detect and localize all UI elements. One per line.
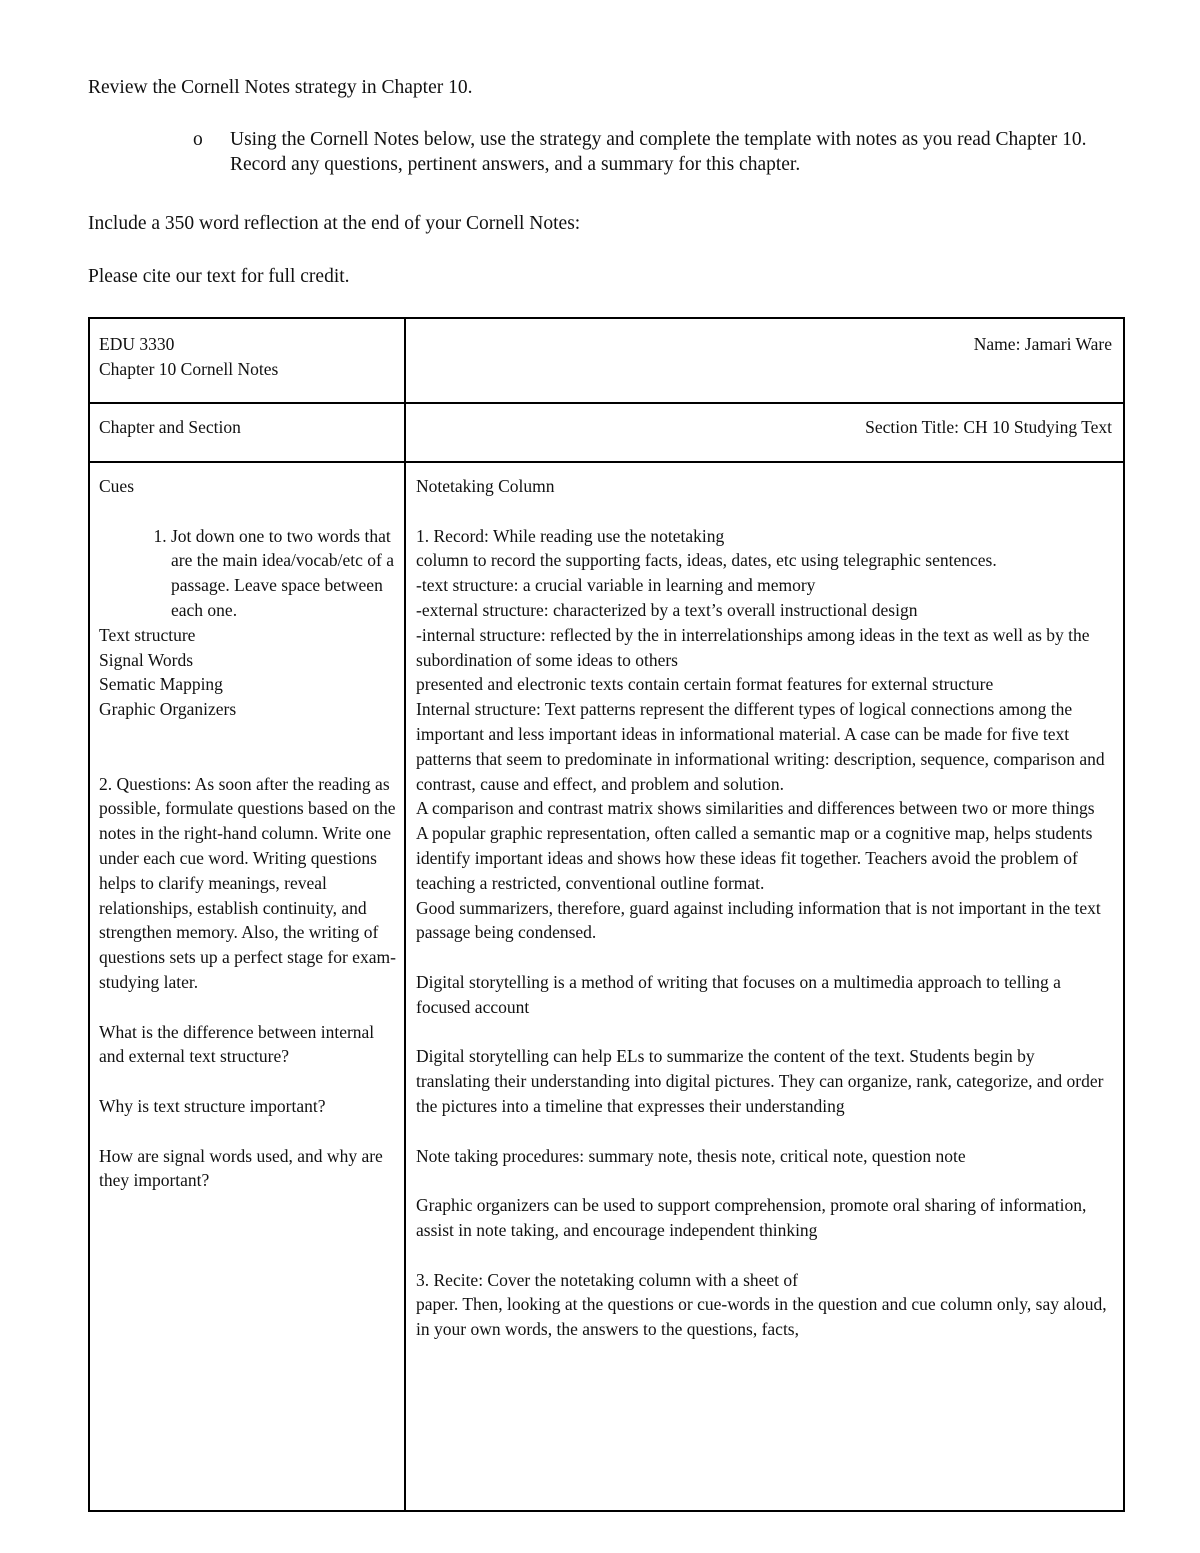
notes-row [89, 462, 1124, 1511]
cue-question: What is the difference between internal and external text structure? [99, 1021, 375, 1067]
cues-heading: Cues [99, 476, 134, 496]
note-recite-line: paper. Then, looking at the questions or cue-words in the question and cue column only, say aloud, in your own words, the answers to the questions, facts, [416, 1294, 1107, 1340]
note-paragraph: Good summarizers, therefore, guard against including information that is not important in the text passage being condensed. [416, 897, 1101, 943]
note-record-line: 1. Record: While reading use the notetaking [416, 525, 725, 546]
note-paragraph: Note taking procedures: summary note, thesis note, critical note, question note [416, 1145, 966, 1166]
note-paragraph: -external structure: characterized by a text’s overall instructional design [416, 599, 918, 620]
name-cell [405, 318, 1124, 403]
cue-steps-list [99, 524, 396, 623]
notes-title: Chapter 10 Cornell Notes [99, 358, 279, 379]
chapter-section-cell [89, 403, 405, 462]
cue-term: Signal Words [99, 649, 194, 670]
cornell-notes-table [88, 317, 1125, 1512]
chapter-section-label: Chapter and Section [99, 417, 241, 437]
note-paragraph: Internal structure: Text patterns represent the different types of logical connections among the important and less important ideas in informational material. A case can be made for five text patterns that seem to predominate in informational writing: description, sequence, comparison and contrast, cause and effect, and problem and solution. [416, 699, 1105, 794]
bullet-marker: o [193, 129, 203, 150]
notetaking-column [405, 462, 1124, 1511]
note-paragraph: -text structure: a crucial variable in learning and memory [416, 575, 816, 596]
note-paragraph: presented and electronic texts contain certain format features for external structure [416, 674, 994, 695]
note-paragraph: A comparison and contrast matrix shows similarities and differences between two or more things [416, 798, 1095, 819]
note-paragraph: Digital storytelling can help ELs to summarize the content of the text. Students begin by translating their understanding into digital pictures. They can organize, rank, categorize, and order the pictures into a timeline that expresses their understanding [416, 1046, 1104, 1116]
course-cell [89, 318, 405, 403]
notes-heading: Notetaking Column [416, 476, 555, 496]
cue-question: Why is text structure important? [99, 1095, 326, 1116]
note-record-line: column to record the supporting facts, ideas, dates, etc using telegraphic sentences. [416, 550, 997, 571]
section-row [89, 403, 1124, 462]
cue-step-1: 1. Jot down one to two words that are the main idea/vocab/etc of a passage. Leave space between each one. [171, 524, 396, 623]
section-title: Section Title: CH 10 Studying Text [865, 417, 1112, 437]
cue-question: How are signal words used, and why are they important? [99, 1145, 383, 1191]
note-recite-line: 3. Recite: Cover the notetaking column with a sheet of [416, 1269, 798, 1290]
note-paragraph: -internal structure: reflected by the in interrelationships among ideas in the text as well as by the subordination of some ideas to others [416, 624, 1090, 670]
course-code: EDU 3330 [99, 334, 175, 354]
cue-step-2: 2. Questions: As soon after the reading as possible, formulate questions based on the notes in the right-hand column. Write one under each cue word. Writing questions helps to clarify meanings, reveal relationships, establish continuity, and strengthen memory. Also, the writing of questions sets up a perfect stage for exam-studying later. [99, 773, 396, 992]
header-row [89, 318, 1124, 403]
instruction-cite: Please cite our text for full credit. [88, 266, 350, 287]
note-paragraph: Graphic organizers can be used to support comprehension, promote oral sharing of information, assist in note taking, and encourage independent thinking [416, 1195, 1087, 1240]
cue-term: Sematic Mapping [99, 674, 223, 695]
bullet-text: Using the Cornell Notes below, use the strategy and complete the template with notes as you read Chapter 10. Record any questions, pertinent answers, and a summary for this chapter. [230, 129, 1087, 175]
instruction-review: Review the Cornell Notes strategy in Chapter 10. [88, 77, 473, 98]
student-name: Name: Jamari Ware [973, 334, 1112, 354]
cues-column [89, 462, 405, 1511]
cue-term: Text structure [99, 624, 196, 645]
note-paragraph: A popular graphic representation, often called a semantic map or a cognitive map, helps students identify important ideas and shows how these ideas fit together. Teachers avoid the problem of teaching a restricted, conventional outline format. [416, 823, 1093, 893]
instruction-reflection: Include a 350 word reflection at the end of your Cornell Notes: [88, 213, 581, 234]
note-paragraph: Digital storytelling is a method of writing that focuses on a multimedia approach to telling a focused account [416, 971, 1061, 1017]
cue-term: Graphic Organizers [99, 699, 237, 720]
section-title-cell [405, 403, 1124, 462]
